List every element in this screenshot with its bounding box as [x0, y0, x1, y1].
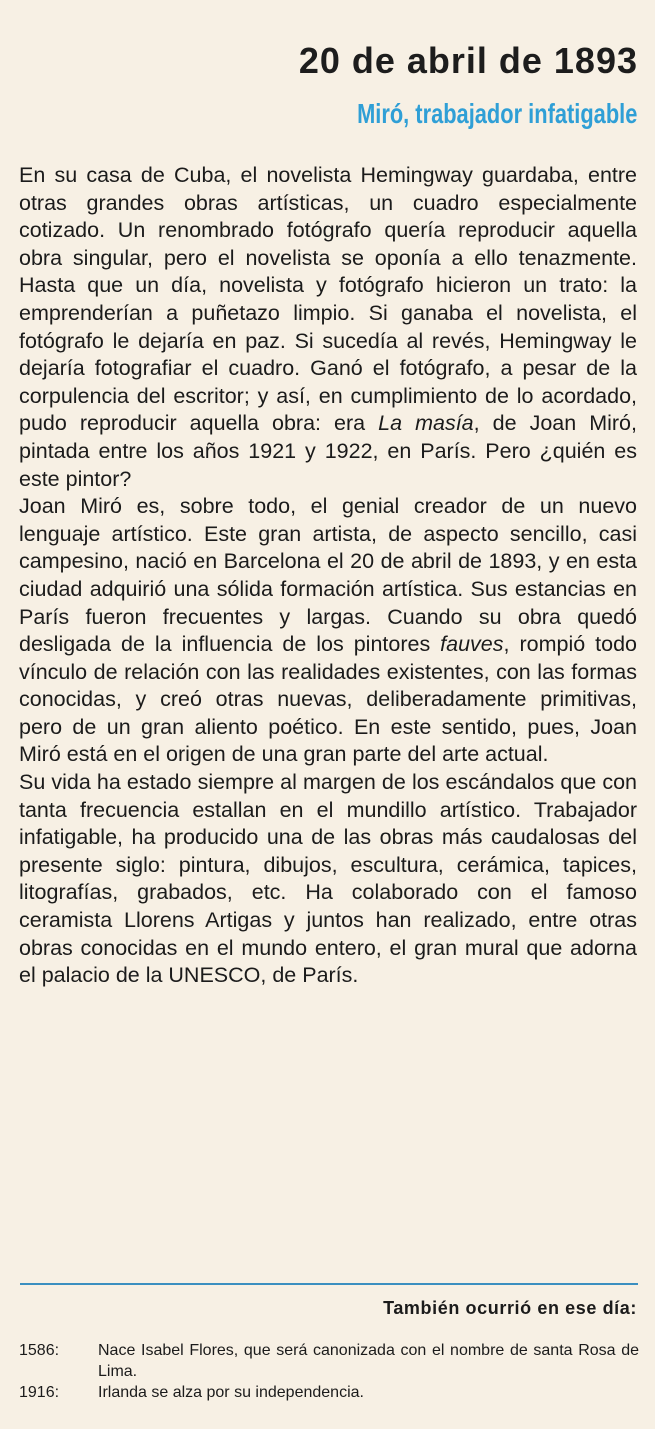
artwork-title: La masía — [378, 411, 474, 436]
paragraph-2-text-a: Joan Miró es, sobre todo, el genial creador de un nuevo lenguaje artístico. Este gran artista, de aspecto sencillo, casi campesino, nació en Barcelona el 20 de abril de 1893, y en esta ciudad adquirió una sólida formación artística. Sus estancias en París fueron frecuentes y largas. Cuando su obra quedó desligada de la influencia de los pintores — [19, 494, 637, 657]
article-body — [19, 162, 637, 990]
paragraph-2 — [19, 493, 637, 769]
list-item — [19, 1382, 639, 1403]
paragraph-3: Su vida ha estado siempre al margen de los escándalos que con tanta frecuencia estallan en el mundillo artístico. Trabajador infatigable, ha producido una de las obras más caudalosas del presente siglo: pintura, dibujos, escultura, cerámica, tapices, litografías, grabados, etc. Ha colaborado con el famoso ceramista Llorens Artigas y juntos han realizado, entre otras obras conocidas en el mundo entero, el gran mural que adorna el palacio de la UNESCO, de París. — [19, 770, 637, 988]
list-item — [19, 1340, 639, 1382]
date-title: 20 de abril de 1893 — [298, 40, 638, 81]
section-divider — [20, 1283, 638, 1285]
events-list — [19, 1340, 639, 1403]
paragraph-1-text-a: En su casa de Cuba, el novelista Hemingway guardaba, entre otras grandes obras artísticas, un cuadro especialmente cotizado. Un renombrado fotógrafo quería reproducir aquella obra singular, pero el novelista se oponía a ello tenazmente. Hasta que un día, novelista y fotógrafo hicieron un trato: la emprenderían a puñetazo limpio. Si ganaba el novelista, el fotógrafo le dejaría en paz. Si sucedía al revés, Hemingway le dejaría fotografiar el cuadro. Ganó el fotógrafo, a pesar de la corpulencia del escritor; y así, en cumplimiento de lo acordado, pudo reproducir aquella obra: era — [19, 163, 637, 436]
article-subtitle: Miró, trabajador infatigable — [356, 98, 637, 129]
event-text: Irlanda se alza por su independencia. — [98, 1384, 364, 1401]
event-year: 1916: — [19, 1384, 60, 1401]
paragraph-2-text-b: , rompió todo vínculo de relación con las realidades existentes, con las formas conocidas, y creó otras nuevas, deliberadamente primitivas, pero de un gran aliento poético. En este sentido, pues, Joan Miró está en el origen de una gran parte del arte actual. — [19, 632, 637, 767]
event-year: 1586: — [19, 1342, 60, 1359]
paragraph-1-text-b: , de Joan Miró, pintada entre los años 1921 y 1922, en París. Pero ¿quién es este pintor? — [19, 411, 637, 491]
event-text: Nace Isabel Flores, que será canonizada con el nombre de santa Rosa de Lima. — [98, 1342, 639, 1380]
fauves-term: fauves — [440, 632, 504, 657]
also-happened-title: También ocurrió en ese día: — [383, 1298, 637, 1318]
paragraph-1 — [19, 162, 637, 493]
